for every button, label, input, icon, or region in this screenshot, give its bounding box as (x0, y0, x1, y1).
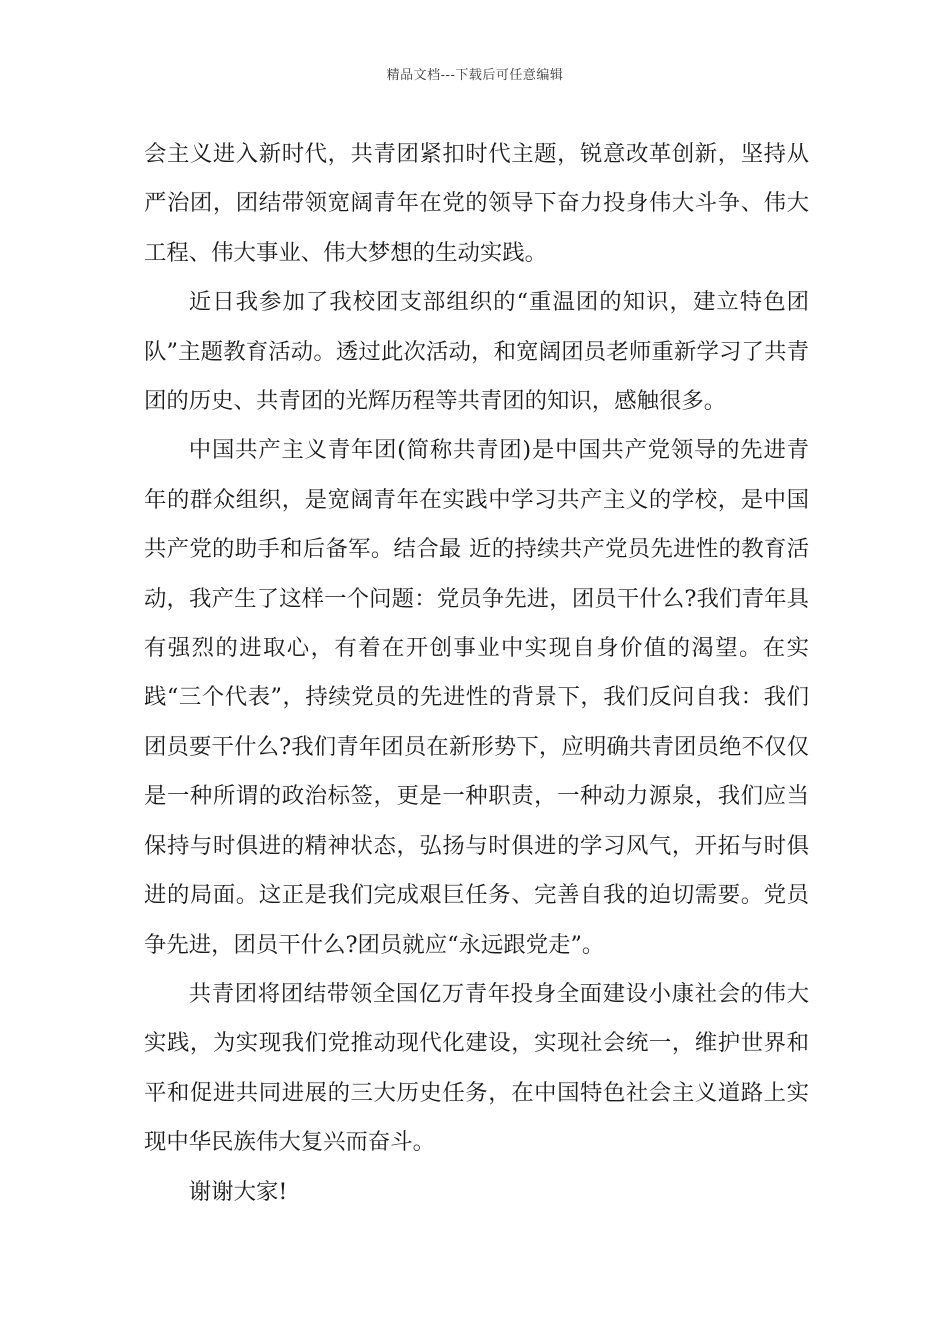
paragraph-continuation: 会主义进入新时代，共青团紧扣时代主题，锐意改革创新，坚持从严治团，团结带领宽阔青年在党的领导下奋力投身伟大斗争、伟大工程、伟大事业、伟大梦想的生动实践。 (144, 141, 809, 266)
document-body (144, 130, 809, 1217)
paragraph-activity: 近日我参加了我校团支部组织的“重温团的知识，建立特色团队”主题教育活动。透过此次活动，和宽阔团员老师重新学习了共青团的历史、共青团的光辉历程等共青团的知识，感触很多。 (144, 289, 809, 415)
paragraph-closing: 谢谢大家! (188, 1178, 288, 1205)
paragraph-league-intro: 中国共产主义青年团(简称共青团)是中国共产党领导的先进青年的群众组织，是宽阔青年在实践中学习共产主义的学校，是中国共产党的助手和后备军。结合最 近的持续共产党员先进性的教育活动，我产生了这样一个问题：党员争先进，团员干什么?我们青年具有强烈的进取心，有着在开创事业中实现自身价值的渴望。在实践“三个代表”，持续党员的先进性的背景下，我们反问自我：我们团员要干什么?我们青年团员在新形势下，应明确共青团员绝不仅仅是一种所谓的政治标签，更是一种职责，一种动力源泉，我们应当保持与时俱进的精神状态，弘扬与时俱进的学习风气，开拓与时俱进的局面。这正是我们完成艰巨任务、完善自我的迫切需要。党员争先进，团员干什么?团员就应“永远跟党走”。 (144, 437, 809, 958)
page-header: 精品文档---下载后可任意编辑 (386, 68, 564, 83)
paragraph-mission: 共青团将团结带领全国亿万青年投身全面建设小康社会的伟大实践，为实现我们党推动现代化建设，实现社会统一，维护世界和平和促进共同进展的三大历史任务，在中国特色社会主义道路上实现中华民族伟大复兴而奋斗。 (144, 980, 809, 1156)
